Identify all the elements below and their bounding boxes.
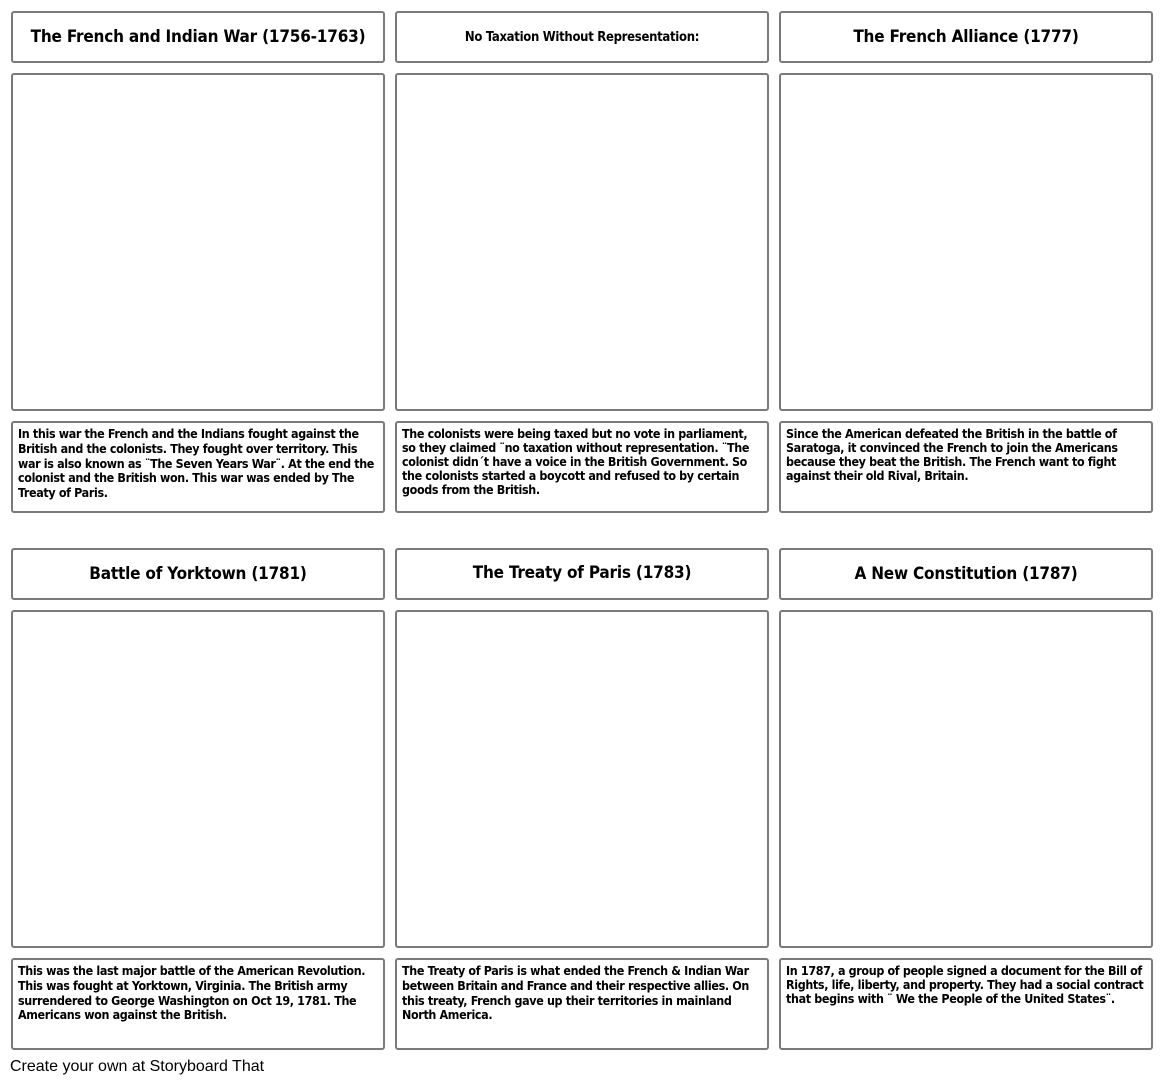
cell-6-image-panel xyxy=(779,610,1153,948)
cell-3-title: The French Alliance (1777) xyxy=(779,11,1153,63)
cell-6-title: A New Constitution (1787) xyxy=(779,548,1153,600)
cell-2-title: No Taxation Without Representation: xyxy=(395,11,769,63)
cell-2-image-panel xyxy=(395,73,769,411)
cell-5-title: The Treaty of Paris (1783) xyxy=(395,548,769,600)
cell-2-description: The colonists were being taxed but no vote in parliament, so they claimed ¨no taxation without representation. ¨The colonist didn´t have a voice in the British Government. So the colonists started a boycott and refused to by certain goods from the British. xyxy=(395,421,769,513)
footer-link[interactable]: Create your own at Storyboard That xyxy=(10,1058,265,1075)
cell-3-image-panel xyxy=(779,73,1153,411)
cell-5-description: The Treaty of Paris is what ended the French & Indian War between Britain and France and their respective allies. On this treaty, French gave up their territories in mainland North America. xyxy=(395,958,769,1050)
cell-5-image-panel xyxy=(395,610,769,948)
cell-1-description: In this war the French and the Indians fought against the British and the colonists. They fought over territory. This war is also known as ¨The Seven Years War¨. At the end the colonist and the British won. This war was ended by The Treaty of Paris. xyxy=(11,421,385,513)
cell-4-description: This was the last major battle of the American Revolution. This was fought at Yorktown, Virginia. The British army surrendered to George Washington on Oct 19, 1781. The Americans won against the British. xyxy=(11,958,385,1050)
cell-1-title: The French and Indian War (1756-1763) xyxy=(11,11,385,63)
cell-3-description: Since the American defeated the British in the battle of Saratoga, it convinced the French to join the Americans because they beat the British. The French want to fight against their old Rival, Britain. xyxy=(779,421,1153,513)
cell-6-description: In 1787, a group of people signed a document for the Bill of Rights, life, liberty, and property. They had a social contract that begins with ¨ We the People of the United States¨. xyxy=(779,958,1153,1050)
cell-4-image-panel xyxy=(11,610,385,948)
cell-1-image-panel xyxy=(11,73,385,411)
cell-4-title: Battle of Yorktown (1781) xyxy=(11,548,385,600)
